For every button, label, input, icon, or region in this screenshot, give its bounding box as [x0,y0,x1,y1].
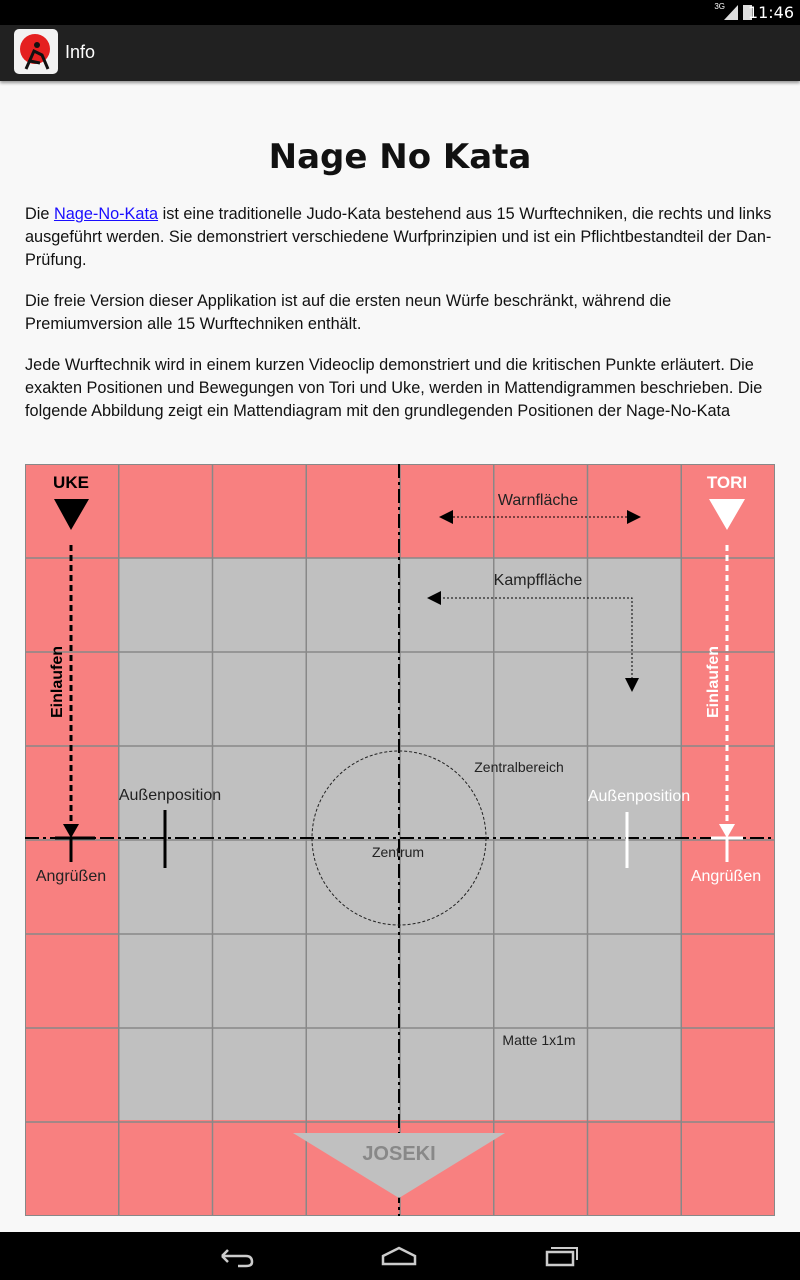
nage-no-kata-link[interactable]: Nage-No-Kata [53,205,159,223]
einlaufen-right-label: Einlaufen [705,645,722,719]
zentralbereich-label: Zentralbereich [474,759,564,775]
angruessen-right-label: Angrüßen [690,868,762,885]
network-type: 3G [714,2,725,11]
warnflaeche-label: Warnfläche [497,492,579,509]
uke-label: UKE [53,473,89,492]
joseki-label: JOSEKI [362,1143,436,1165]
navigation-bar [0,1232,800,1280]
tori-label: TORI [706,473,748,492]
einlaufen-left-label: Einlaufen [49,645,66,719]
text: Die [25,205,54,223]
paragraph-intro [25,203,775,272]
app-logo-icon[interactable] [14,29,58,74]
angruessen-left-label: Angrüßen [35,868,107,885]
mat-diagram [25,464,775,1216]
screen-title: Info [65,42,96,62]
aussenposition-right-label: Außenposition [587,788,691,805]
clock: 11:46 [747,3,794,22]
status-bar [0,0,800,25]
page-title: Nage No Kata [268,137,532,177]
text: ist eine traditionelle Judo-Kata bestehend aus 15 Wurftechniken, die rechts und links ausgeführt werden. Sie demonstriert verschiedene Wurfprinzipien und ist ein Pflichtbestandteil der Dan-Prüfung. [25,205,772,269]
kampfflaeche-label: Kampffläche [493,572,583,589]
paragraph-version: Die freie Version dieser Applikation ist auf die ersten neun Würfe beschränkt, während die Premiumversion alle 15 Wurftechniken enthält. [25,292,672,333]
recents-icon[interactable] [543,1244,579,1268]
home-icon[interactable] [380,1244,418,1268]
matte-label: Matte 1x1m [502,1032,576,1048]
paragraph-video: Jede Wurftechnik wird in einem kurzen Videoclip demonstriert und die kritischen Punkte erläutert. Die exakten Positionen und Bewegungen von Tori und Uke, werden in Mattendigrammen beschrieben. Die folgende Abbildung zeigt ein Mattendiagram mit den grundlegenden Positionen der Nage-No-Kata [25,356,763,420]
back-icon[interactable] [218,1244,256,1268]
aussenposition-left-label: Außenposition [118,787,222,804]
action-bar [0,25,800,81]
zentrum-label: Zentrum [371,844,425,860]
signal-icon [724,5,738,20]
